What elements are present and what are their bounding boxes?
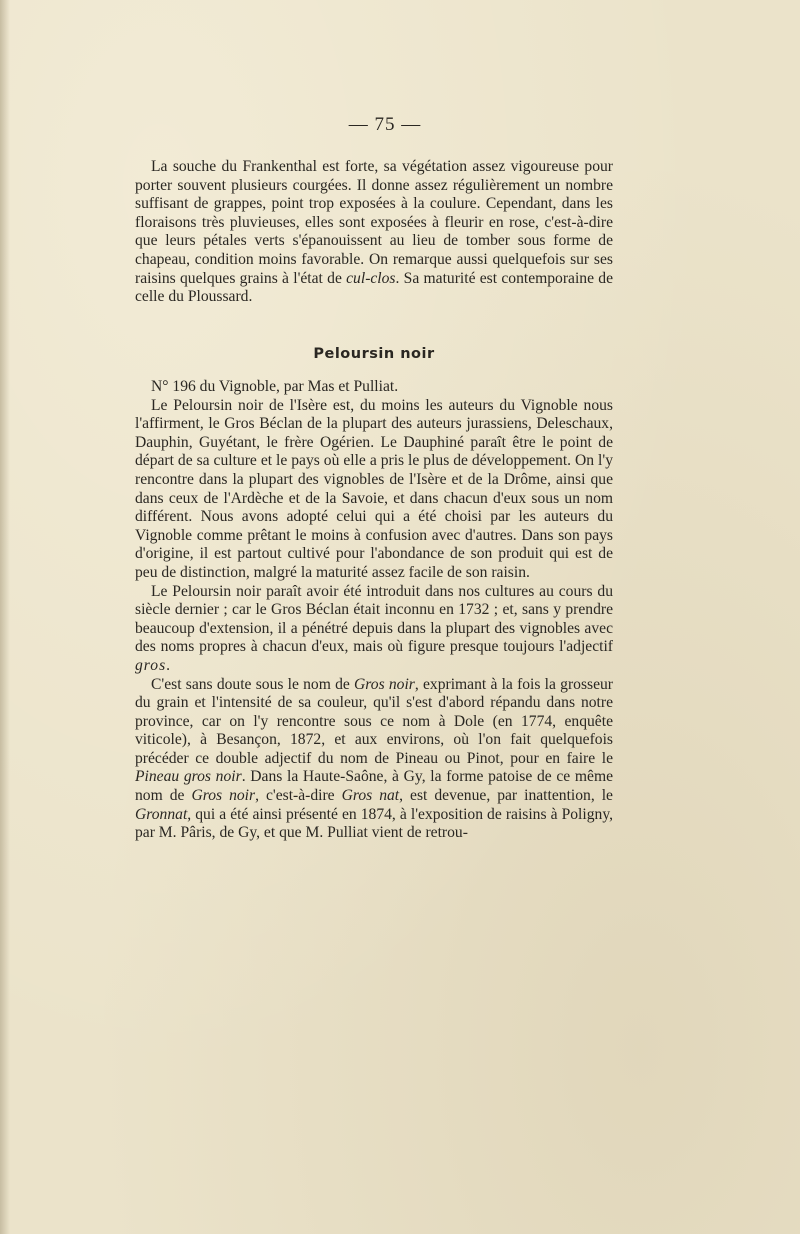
paragraph-4-italic-1: Gros noir xyxy=(354,675,415,693)
paragraph-4-part-e: , est devenue, par inattention, le xyxy=(399,787,613,805)
paragraph-4-part-f: , qui a été ainsi présenté en 1874, à l'exposition de raisins à Poligny, par M. Pâris, de Gy, et que M. Pulliat vient de retrou- xyxy=(135,805,613,842)
paragraph-4-italic-4: Gros nat xyxy=(341,787,400,805)
paragraph-1-end: . Sa maturité est contemporaine de celle du Ploussard. xyxy=(135,269,613,306)
paragraph-frankenthal xyxy=(135,158,613,307)
text-block-top xyxy=(135,158,613,307)
paragraph-introduction xyxy=(135,583,613,676)
paragraph-3-text: Le Peloursin noir paraît avoir été introduit dans nos cultures au cours du siècle dernier ; car le Gros Béclan était inconnu en 1732 ; et, sans y prendre beaucoup d'extension, il a pénétré depuis dans la plupart des vignobles avec des noms propres à chacun d'eux, mais où figure presque toujours l'adjectif xyxy=(135,582,613,656)
paragraph-4-part-b: , exprimant à la fois la grosseur du grain et l'intensité de sa couleur, qu'il s'est d'abord répandu dans notre province, car on l'y rencontre sous ce nom à Dole (en 1774, enquête viticole), à Besançon, 1872, et aux environs, où l'on fait quelquefois précéder ce double adjectif du nom de Pineau ou Pinot, pour en faire le xyxy=(135,675,613,767)
paragraph-3-italic: gros xyxy=(135,656,167,674)
paragraph-4-italic-5: Gronnat xyxy=(135,805,188,823)
paragraph-1-italic: cul-clos xyxy=(346,269,396,287)
paragraph-1-text: La souche du Frankenthal est forte, sa végétation assez vigoureuse pour porter souvent plusieurs courgées. Il donne assez régulièrement un nombre suffisant de grappes, point trop exposées à la coulure. Cependant, dans les floraisons très pluvieuses, elles sont exposées à fleurir en rose, c'est-à-dire que leurs pétales verts s'épanouissent au lieu de tomber sous forme de chapeau, condition moins favorable. On remarque aussi quelquefois sur ses raisins quelques grains à l'état de xyxy=(135,158,613,287)
paragraph-4-italic-3: Gros noir xyxy=(191,787,256,805)
paragraph-4-part-c: . Dans la Haute-Saône, à Gy, la forme patoise de ce même nom de xyxy=(135,768,613,805)
paragraph-4-part-a: C'est sans doute sous le nom de xyxy=(151,675,355,693)
paragraph-4-italic-2: Pineau gros noir xyxy=(135,768,242,786)
section-heading: Peloursin noir xyxy=(313,346,435,362)
paragraph-origin: Le Peloursin noir de l'Isère est, du moins les auteurs du Vignoble nous l'affirment, le Gros Béclan de la plupart des auteurs jurassiens, Deleschaux, Dauphin, Guyétant, le frère Ogérien. Le Dauphiné paraît être le point de départ de sa culture et le pays où elle a pris le plus de développement. On l'y rencontre dans la plupart des vignobles de l'Isère et de la Drôme, ainsi que dans ceux de l'Ardèche et de la Savoie, et dans chacun d'eux sous un nom différent. Nous avons adopté celui qui a été choisi par les auteurs du Vignoble comme prêtant le moins à confusion avec d'autres. Dans son pays d'origine, il est partout cultivé pour l'abondance de son produit qui est de peu de distinction, malgré la maturité assez facile de son raisin. xyxy=(135,396,613,581)
page-edge-shadow xyxy=(0,0,10,1234)
reference-line: N° 196 du Vignoble, par Mas et Pulliat. xyxy=(151,378,399,395)
paragraph-gros-noir xyxy=(135,676,613,843)
text-block-main xyxy=(135,378,613,843)
paragraph-4-part-d: , c'est-à-dire xyxy=(255,787,342,805)
page-number: — 75 — xyxy=(348,114,422,135)
paragraph-3-end: . xyxy=(166,656,171,674)
